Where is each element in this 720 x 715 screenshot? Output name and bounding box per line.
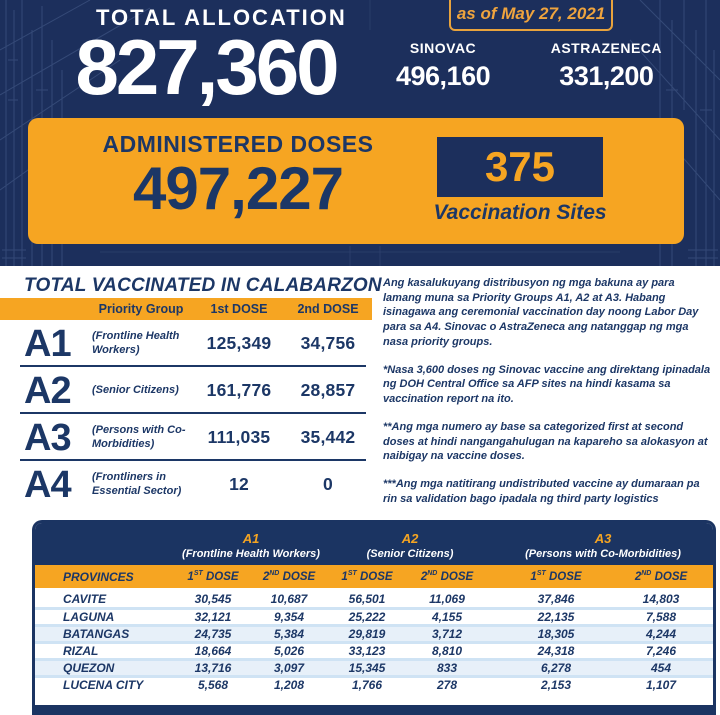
cell-value: 2,153 [540, 678, 572, 692]
vaccination-sites-label: Vaccination Sites [433, 201, 607, 224]
dose1-value: 125,349 [206, 333, 272, 353]
note-paragraph: *Nasa 3,600 doses ng Sinovac vaccine ang direktang ipinadala ng DOH Central Office sa AFP sites na hindi kasama sa vaccination report na ito. [383, 363, 711, 406]
cell-value: 4,244 [645, 627, 677, 641]
cell-value: 3,097 [273, 661, 305, 675]
province-name: LAGUNA [63, 610, 115, 624]
dose2-value: 35,442 [300, 427, 356, 447]
table-row [35, 675, 713, 692]
cell-value: 33,123 [348, 644, 386, 658]
group-desc: (Frontline Health Workers) [182, 547, 320, 560]
note-paragraph: ***Ang mga natitirang undistributed vaccine ay dumaraan pa rin sa validation bago ipadala ng third party logistics [383, 478, 700, 505]
cell-value: 56,501 [348, 591, 386, 606]
dose-header: 2ND DOSE [634, 570, 688, 583]
cell-value: 9,354 [273, 610, 305, 624]
astrazeneca-value: 331,200 [559, 61, 654, 91]
province-table-body [35, 588, 713, 692]
administered-doses-value: 497,227 [133, 155, 343, 222]
vaccination-sites-count: 375 [484, 143, 556, 190]
total-vaccinated-title: TOTAL VACCINATED IN CALABARZON [24, 275, 382, 296]
cell-value: 454 [650, 661, 672, 675]
note-paragraph: **Ang mga numero ay base sa categorized first at second doses at hindi nangangahulugan na kapareho sa alokasyon at naibigay na vaccine doses. [383, 420, 708, 463]
table-row [35, 658, 713, 675]
cell-value: 5,384 [273, 627, 305, 641]
table-row [35, 590, 713, 607]
dose2-value: 28,857 [300, 380, 356, 400]
cell-value: 24,318 [537, 644, 575, 658]
dose-header: 2ND DOSE [420, 570, 474, 583]
priority-code: A2 [24, 369, 71, 412]
province-name: LUCENA CITY [63, 678, 144, 692]
priority-code: A3 [24, 416, 71, 459]
province-name: BATANGAS [63, 627, 130, 641]
province-name: RIZAL [63, 644, 99, 658]
cell-value: 833 [436, 661, 458, 675]
cell-value: 278 [436, 678, 458, 692]
cell-value: 1,208 [273, 678, 305, 692]
group-desc: (Persons with Co-Morbidities) [525, 547, 681, 560]
cell-value: 18,664 [194, 644, 232, 658]
dose-header: 1ST DOSE [341, 570, 393, 583]
group-code: A1 [242, 530, 260, 546]
sinovac-label: SINOVAC [409, 40, 477, 56]
as-of-date-badge [449, 0, 613, 31]
cell-value: 8,810 [431, 644, 463, 658]
table-row [0, 367, 372, 414]
dose1-value: 111,035 [207, 427, 271, 447]
as-of-date-text: as of May 27, 2021 [456, 4, 606, 23]
cell-value: 29,819 [348, 627, 386, 641]
sinovac-column [396, 40, 490, 92]
total-vaccinated-section [0, 266, 382, 520]
table-row [35, 607, 713, 624]
group-code: A2 [401, 530, 419, 546]
cell-value: 24,735 [194, 627, 232, 641]
dose2-value: 0 [323, 474, 333, 494]
cell-value: 3,712 [431, 627, 463, 641]
administered-doses-title: ADMINISTERED DOSES [102, 131, 374, 157]
dose1-value: 161,776 [206, 380, 272, 400]
province-name: CAVITE [63, 591, 107, 606]
sinovac-value: 496,160 [396, 61, 491, 91]
group-desc: (Senior Citizens) [366, 547, 454, 560]
total-allocation-title: TOTAL ALLOCATION [96, 5, 347, 30]
priority-desc: (Frontline Health Workers) [92, 329, 180, 356]
group-a1-header [175, 529, 327, 560]
cell-value: 30,545 [194, 591, 232, 606]
group-a3-header [493, 529, 713, 560]
dose-header: 1ST DOSE [530, 570, 582, 583]
cell-value: 7,588 [645, 610, 677, 624]
priority-code: A1 [24, 322, 71, 365]
priority-table-rows [0, 320, 372, 508]
priority-group-header: Priority Group [98, 302, 184, 316]
group-a2-header [327, 529, 493, 560]
dose1-value: 12 [229, 474, 249, 494]
cell-value: 1,766 [351, 678, 383, 692]
cell-value: 5,026 [273, 644, 305, 658]
province-table-dose-header [35, 565, 713, 588]
dose-header: 2ND DOSE [262, 570, 316, 583]
priority-desc: (Senior Citizens) [92, 383, 179, 396]
note-paragraph: Ang kasalukuyang distribusyon ng mga bakuna ay para lamang muna sa Priority Groups A1, A2 at A3. Habang isinagawa ang ceremonial vaccination day noong Labor Day para sa A4. Sinovac o AstraZeneca ang natanggap ng mga nasa priority groups. [383, 277, 699, 348]
cell-value: 14,803 [642, 591, 680, 606]
province-table-group-header [35, 523, 713, 565]
astrazeneca-label: ASTRAZENECA [550, 40, 662, 56]
priority-code: A4 [24, 463, 71, 506]
notes-column [383, 276, 714, 520]
priority-table-header [0, 298, 372, 320]
cell-value: 7,246 [645, 644, 677, 658]
cell-value: 32,121 [194, 610, 232, 624]
table-row [35, 641, 713, 658]
administered-doses-band [28, 118, 684, 244]
province-table [32, 520, 716, 715]
cell-value: 6,278 [540, 661, 572, 675]
astrazeneca-column [551, 40, 662, 92]
table-row [0, 414, 372, 461]
table-row [35, 624, 713, 641]
vaccination-sites-box [437, 137, 603, 197]
cell-value: 15,345 [348, 661, 386, 675]
priority-desc: (Frontliners in Essential Sector) [92, 470, 182, 497]
cell-value: 4,155 [431, 610, 463, 624]
cell-value: 13,716 [194, 661, 232, 675]
cell-value: 25,222 [348, 610, 386, 624]
total-allocation-value: 827,360 [75, 23, 337, 111]
cell-value: 22,135 [537, 610, 575, 624]
cell-value: 37,846 [537, 591, 575, 606]
dose2-header: 2nd DOSE [297, 302, 359, 316]
cell-value: 10,687 [270, 591, 308, 606]
cell-value: 1,107 [645, 678, 677, 692]
table-row [0, 320, 372, 367]
province-name: QUEZON [63, 661, 115, 675]
table-row [0, 461, 372, 508]
vaccine-allocation-columns [396, 40, 662, 92]
priority-desc: (Persons with Co-Morbidities) [92, 423, 186, 450]
provinces-header: PROVINCES [63, 569, 134, 584]
dose-header: 1ST DOSE [187, 570, 239, 583]
group-code: A3 [594, 530, 612, 546]
dose2-value: 34,756 [300, 333, 356, 353]
total-allocation-section [0, 0, 720, 266]
dose1-header: 1st DOSE [210, 302, 268, 316]
cell-value: 18,305 [537, 627, 575, 641]
cell-value: 11,069 [429, 591, 465, 606]
cell-value: 5,568 [197, 678, 229, 692]
